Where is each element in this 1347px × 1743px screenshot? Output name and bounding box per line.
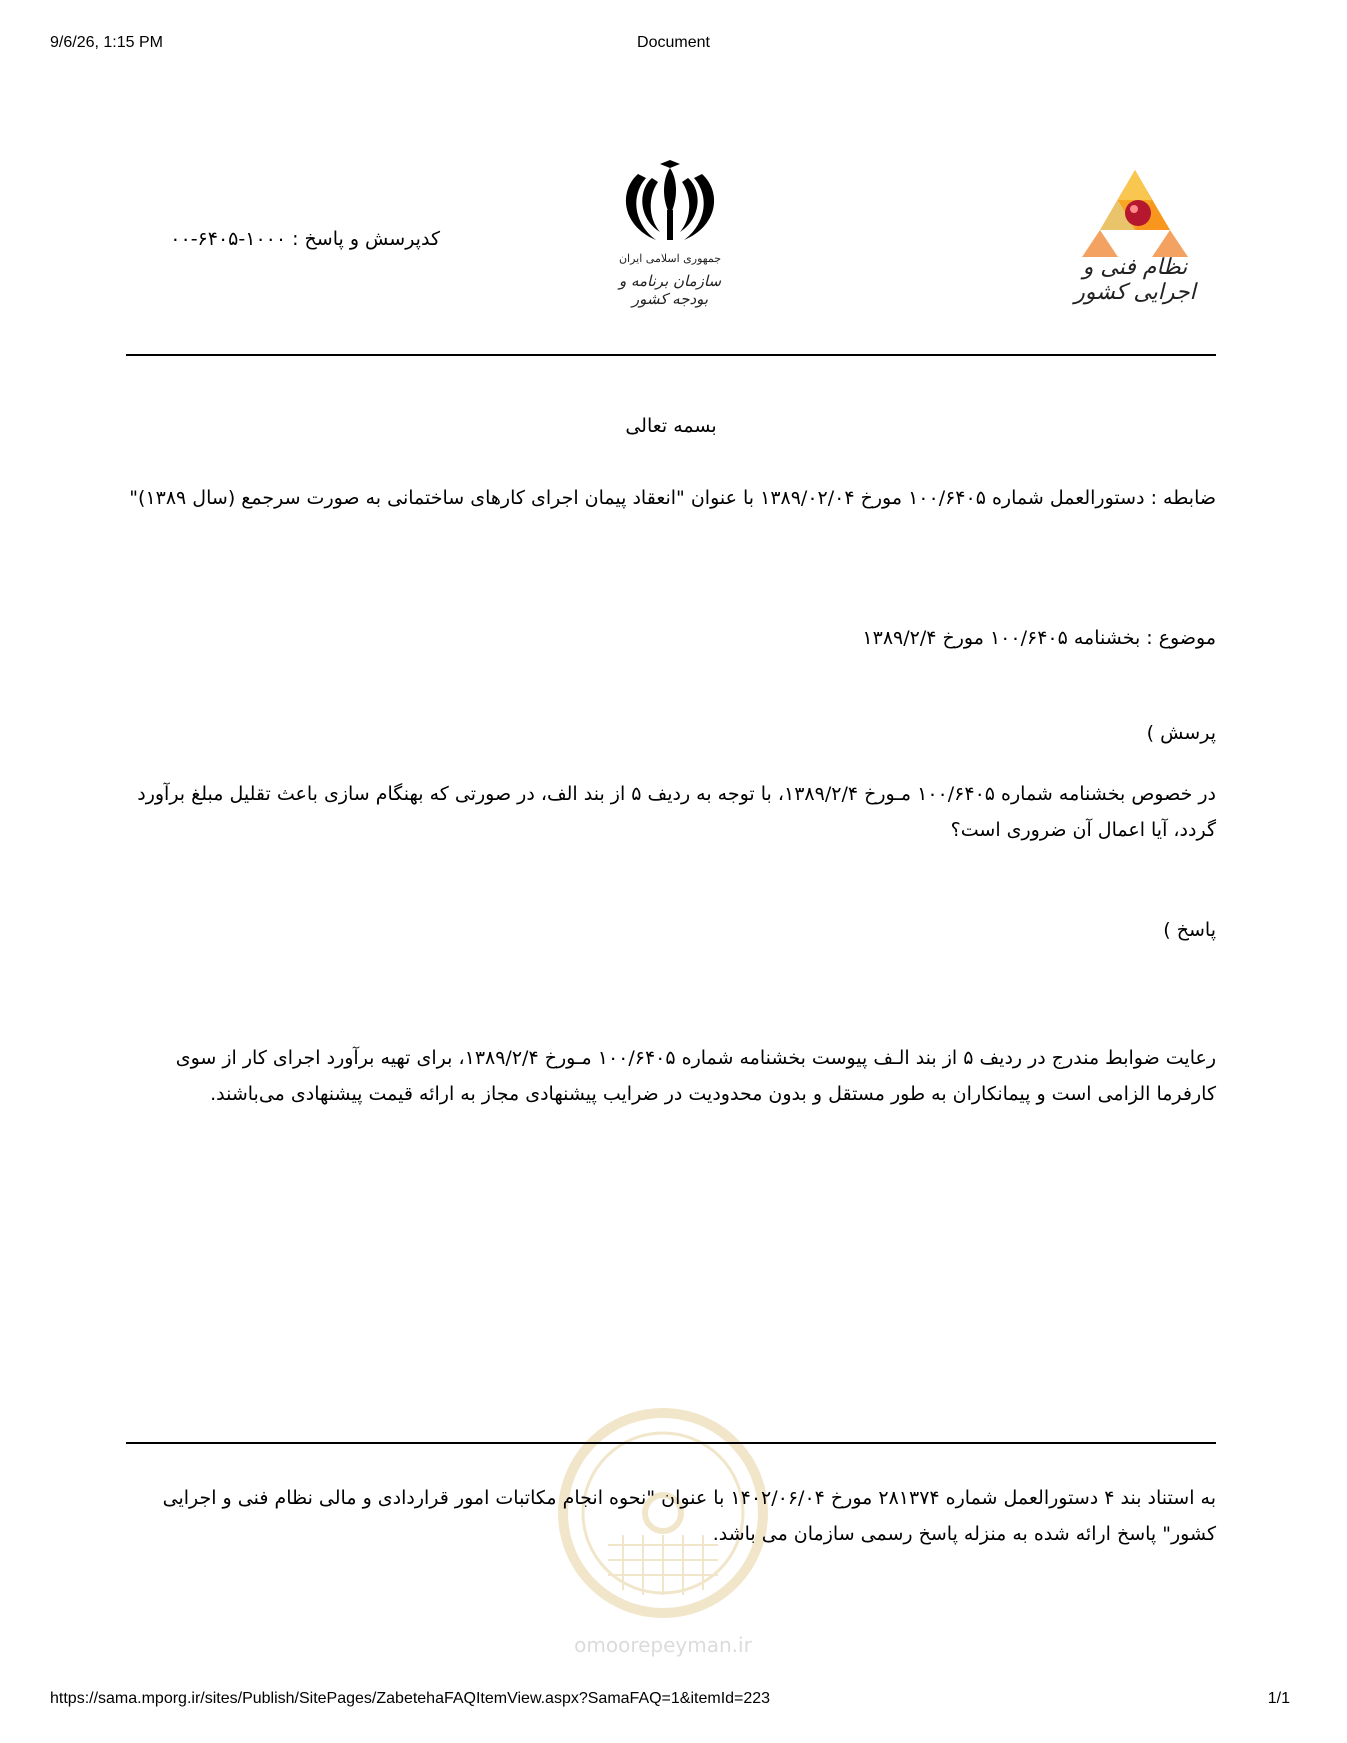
emblem-line-2: سازمان برنامه و بودجه کشور — [618, 272, 722, 308]
print-footer — [0, 1690, 1347, 1714]
print-page-number: 1/1 — [1267, 1690, 1290, 1707]
faq-code: کدپرسش و پاسخ : ۱۰۰۰-۶۴۰۵-۰۰ — [170, 228, 440, 250]
print-datetime: 9/6/26, 1:15 PM — [50, 34, 163, 51]
technical-system-logo-text: نظام فنی و اجرایی کشور — [1074, 255, 1196, 305]
print-header — [0, 34, 1347, 58]
criterion: ضابطه : دستورالعمل شماره ۱۰۰/۶۴۰۵ مورخ ۱۳۸۹/۰۲/۰۴ با عنوان "انعقاد پیمان اجرای کارهای ساختمانی به صورت سرجمع (سال ۱۳۸۹)" — [129, 487, 1216, 509]
header-divider — [126, 354, 1216, 356]
triangle-cubes-logo-icon — [1060, 165, 1210, 260]
heading: بسمه تعالی — [625, 415, 717, 437]
answer-label: پاسخ ) — [1163, 919, 1216, 941]
footer-divider — [126, 1442, 1216, 1444]
watermark-site: omoorepeyman.ir — [574, 1633, 752, 1657]
footer-note: به استناد بند ۴ دستورالعمل شماره ۲۸۱۳۷۴ مورخ ۱۴۰۲/۰۶/۰۴ با عنوان "نحوه انجام مکاتبات امور قراردادی و مالی نظام فنی و اجرایی کشور" پاسخ ارائه شده به منزله پاسخ رسمی سازمان می باشد. — [162, 1487, 1216, 1545]
answer-text: رعایت ضوابط مندرج در ردیف ۵ از بند الـف پیوست بخشنامه شماره ۱۰۰/۶۴۰۵ مـورخ ۱۳۸۹/۲/۴، برای تهیه برآورد اجرای کار از سوی کارفرما الزامی است و پیمانکاران به طور مستقل و بدون محدودیت در ضرایب پیشنهادی مجاز به ارائه قیمت پیشنهادی می‌باشند. — [175, 1047, 1216, 1105]
subject: موضوع : بخشنامه ۱۰۰/۶۴۰۵ مورخ ۱۳۸۹/۲/۴ — [862, 627, 1216, 649]
print-url: https://sama.mporg.ir/sites/Publish/SitePages/ZabetehaFAQItemView.aspx?SamaFAQ=1&itemId=223 — [50, 1690, 771, 1707]
iran-coat-of-arms-icon — [600, 160, 740, 250]
question-text: در خصوص بخشنامه شماره ۱۰۰/۶۴۰۵ مـورخ ۱۳۸۹/۲/۴، با توجه به ردیف ۵ از بند الف، در صورتی که بهنگام سازی باعث تقلیل مبلغ برآورد گردد، آیا اعمال آن ضروری است؟ — [137, 783, 1216, 841]
print-title: Document — [637, 34, 710, 51]
emblem-line-1: جمهوری اسلامی ایران — [618, 252, 722, 265]
iran-emblem — [600, 160, 740, 310]
technical-system-logo — [1060, 165, 1220, 305]
question-label: پرسش ) — [1146, 722, 1216, 744]
